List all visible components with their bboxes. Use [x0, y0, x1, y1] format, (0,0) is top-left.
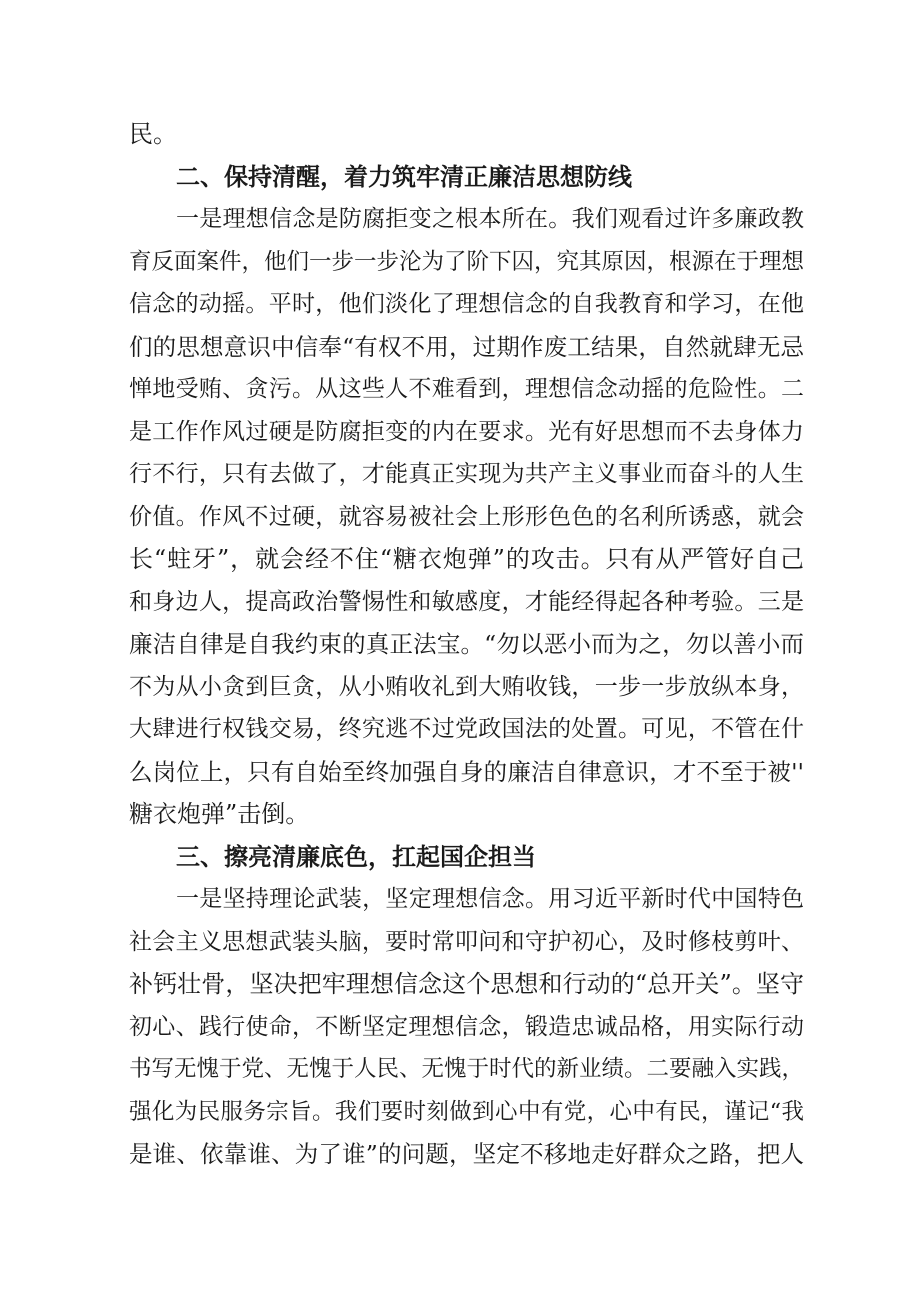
paragraph-line: 是谁、依靠谁、为了谁”的问题，坚定不移地走好群众之路，把人: [129, 1140, 804, 1168]
paragraph-line: 么岗位上，只有自始至终加强自身的廉洁自律意识，才不至于被'': [129, 757, 804, 786]
paragraph-line: 惮地受贿、贪污。从这些人不难看到，理想信念动摇的危险性。二: [129, 376, 804, 402]
paragraph-line: 们的思想意识中信奉“有权不用，过期作废工结果，自然就肆无忌: [129, 332, 804, 361]
paragraph-line: 价值。作风不过硬，就容易被社会上形形色色的名利所诱惑，就会: [129, 503, 804, 530]
paragraph-line: 信念的动摇。平时，他们淡化了理想信念的自我教育和学习，在他: [129, 291, 804, 317]
document-body: [129, 113, 804, 1176]
paragraph-line: 育反面案件，他们一步一步沦为了阶下囚，究其原因，根源在于理想: [129, 248, 805, 275]
paragraph-line: 书写无愧于党、无愧于人民、无愧于时代的新业绩。二要融入实践，: [129, 1056, 805, 1082]
paragraph-line: 不为从小贪到巨贪，从小贿收礼到大贿收钱，一步一步放纵本身，: [129, 673, 804, 700]
paragraph-line: 强化为民服务宗旨。我们要时刻做到心中有党，心中有民，谨记“我: [129, 1098, 804, 1125]
paragraph-line: 社会主义思想武装头脑，要时常叩问和守护初心，及时修枝剪叶、: [129, 928, 804, 955]
paragraph-first-line: 一是理想信念是防腐拒变之根本所在。我们观看过许多廉政教: [176, 206, 804, 232]
paragraph-line: 廉洁自律是自我约束的真正法宝。“勿以恶小而为之，勿以善小而: [129, 630, 804, 658]
paragraph-line: 初心、践行使命，不断坚定理想信念，锻造忠诚品格，用实际行动: [129, 1013, 804, 1040]
paragraph-line: 补钙壮骨，坚决把牢理想信念这个思想和行动的“总开关”。坚守: [129, 970, 804, 998]
paragraph-line: 糖衣炮弹”击倒。: [129, 800, 310, 828]
section-heading: 二、保持清醒，着力筑牢清正廉洁思想防线: [176, 162, 632, 191]
paragraph-line: 大肆进行权钱交易，终究逃不过党政国法的处置。可见，不管在什: [129, 716, 804, 742]
paragraph-line: 民。: [129, 120, 177, 148]
section-heading: 三、擦亮清廉底色，扛起国企担当: [176, 842, 536, 871]
paragraph-line: 长“蛀牙”，就会经不住“糖衣炮弹”的攻击。只有从严管好自己: [129, 545, 804, 573]
paragraph-line: 行不行，只有去做了，才能真正实现为共产主义事业而奋斗的人生: [129, 461, 804, 487]
paragraph-line: 和身边人，提高政治警惕性和敏感度，才能经得起各种考验。三是: [129, 588, 804, 615]
paragraph-line: 是工作作风过硬是防腐拒变的内在要求。光有好思想而不去身体力: [129, 418, 804, 445]
paragraph-first-line: 一是坚持理论武装，坚定理想信念。用习近平新时代中国特色: [176, 886, 804, 912]
